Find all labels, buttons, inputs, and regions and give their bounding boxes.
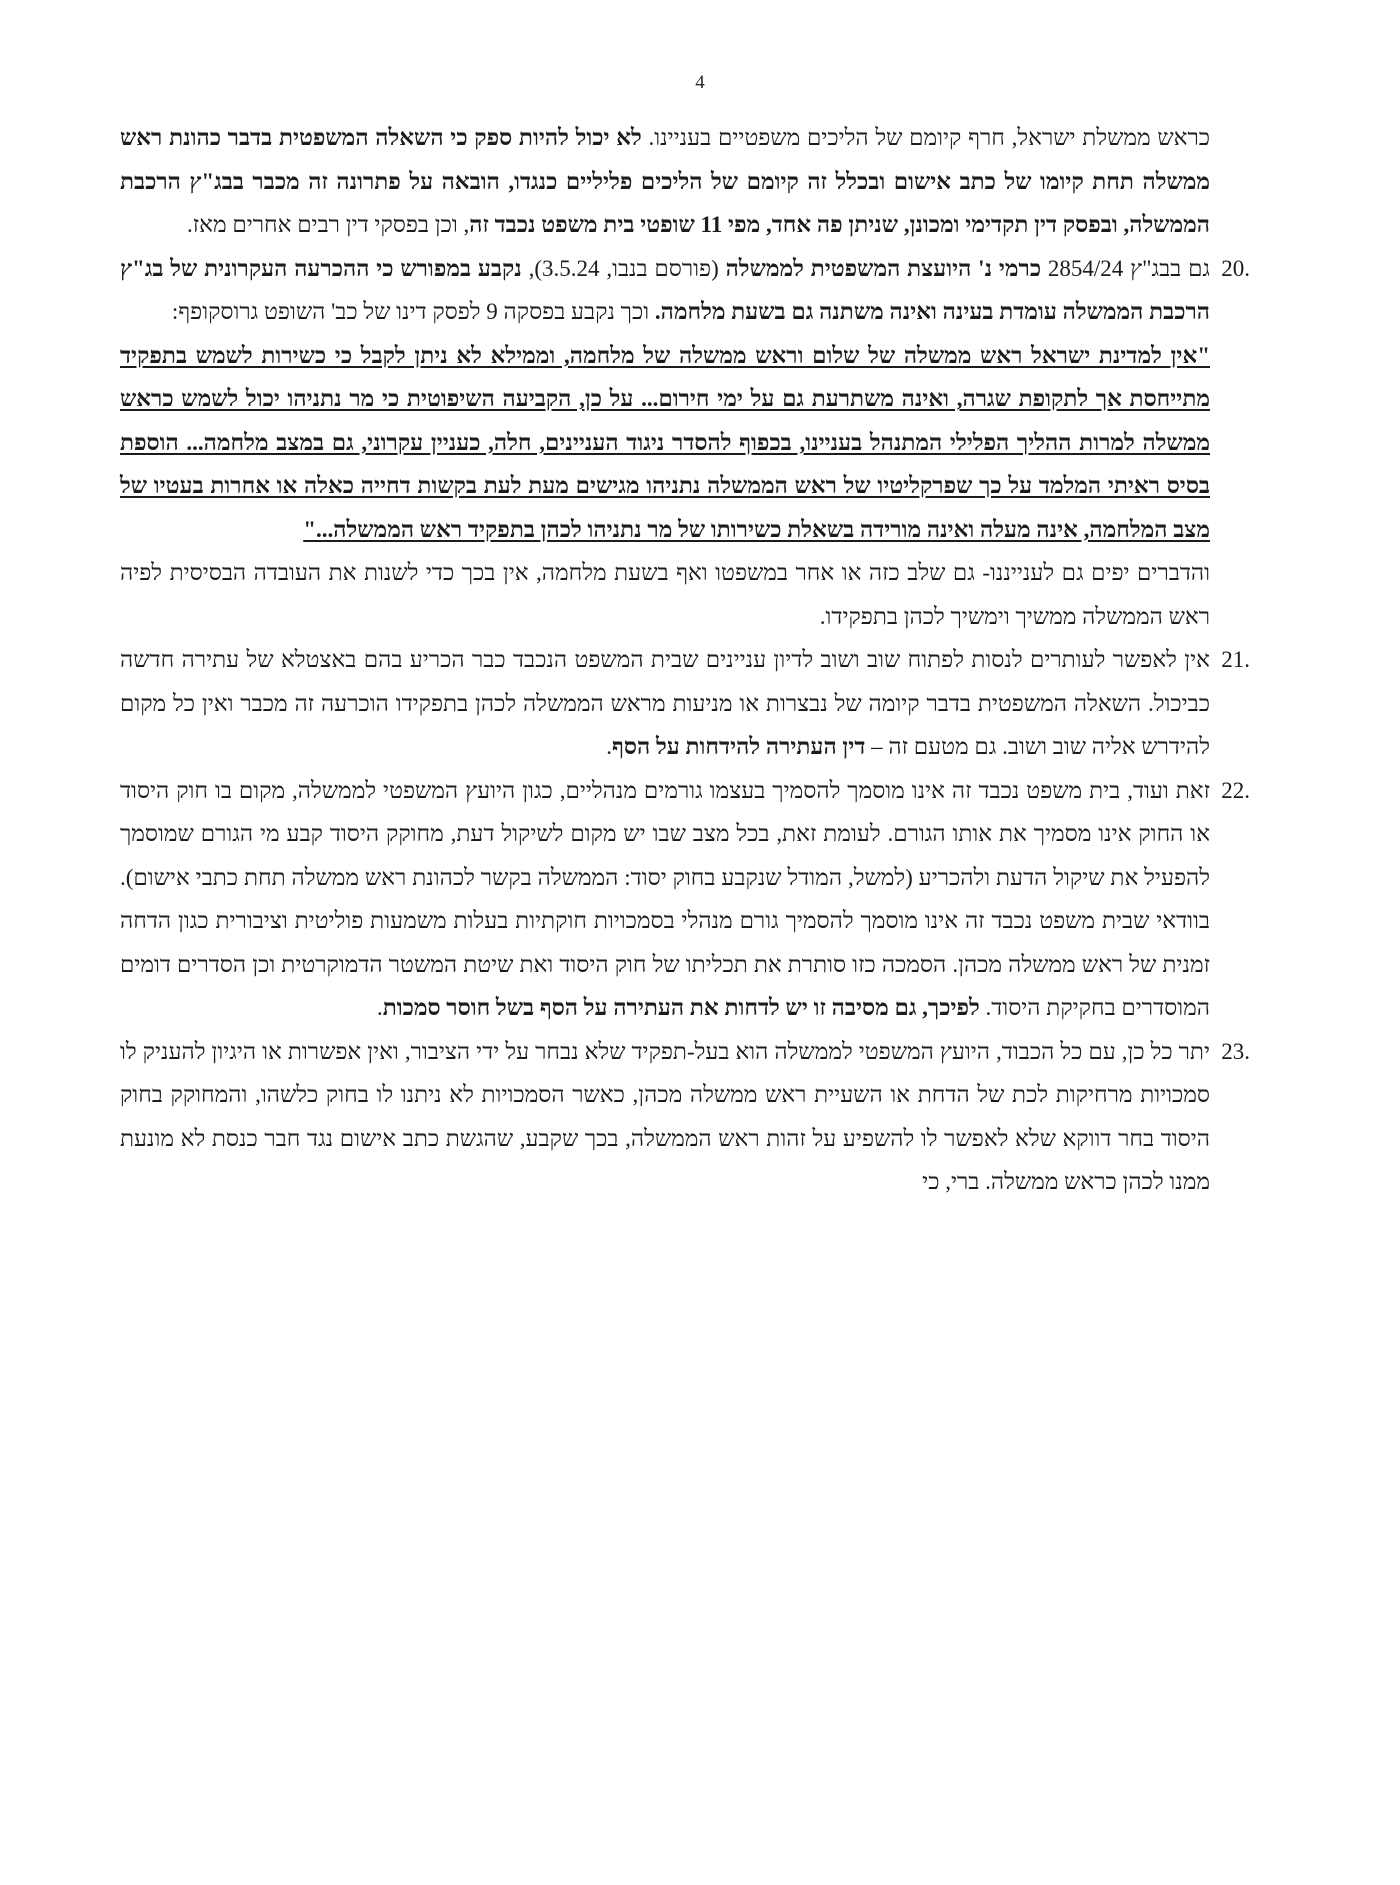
paragraph-22 [120,769,1250,1030]
paragraph-text: גם בבג"ץ 2854/24 [1041,255,1211,281]
bold-text: דין העתירה להידחות על הסף [611,734,866,759]
bold-text: נקבע במפורש כי ההכרעה העקרונית של בג"ץ הרכבת הממשלה עומדת בעינה ואינה משתנה גם בשעת מלחמה. [120,255,1210,324]
paragraph-21 [120,638,1250,769]
paragraph-number: 22. [1221,777,1250,803]
paragraph-text: וכך נקבע בפסקה 9 לפסק דינו של כב' השופט גרוסקופף: [171,299,655,324]
paragraph-text: יתר כל כן, עם כל הכבוד, היועץ המשפטי לממשלה הוא בעל-תפקיד שלא נבחר על ידי הציבור, ואין אפשרות או היגיון להעניק לו סמכויות מרחיקות לכת של הדחת או השעיית ראש ממשלה מכהן, כאשר הסמכויות לא ניתנו לו בחוק כלשהו, והמחוקק בחוק היסוד בחר דווקא שלא לאפשר לו להשפיע על זהות ראש הממשלה, בכך שקבע, שהגשת כתב אישום נגד חבר כנסת לא מונעת ממנו לכהן כראש ממשלה. ברי, כי [120,1038,1210,1194]
paragraph-after-quote: והדברים יפים גם לענייננו- גם שלב כזה או אחר במשפטו ואף בשעת מלחמה, אין בכך כדי לשנות את העובדה הבסיסית לפיה ראש הממשלה ממשיך וימשיך לכהן בתפקידו. [120,560,1210,629]
paragraph-text: , וכן בפסקי דין רבים אחרים מאז. [187,212,470,237]
paragraph-text: (פורסם בנבו, 3.5.24), [521,255,726,281]
paragraph-number: 23. [1221,1038,1250,1064]
paragraph-19-continued [120,116,1210,247]
paragraph-text: . [376,995,383,1020]
paragraph-text: . [606,734,612,759]
paragraph-number: 21. [1221,647,1250,672]
document-body [120,116,1250,1204]
block-quote: "אין למדינת ישראל ראש ממשלה של שלום וראש ממשלה של מלחמה, וממילא לא ניתן לקבל כי כשירות לשמש בתפקיד מתייחסת אך לתקופת שגרה, ואינה משתרעת גם על ימי חירום... על כן, הקביעה השיפוטית כי מר נתניהו יכול לשמש כראש ממשלה למרות ההליך הפלילי המתנהל בעניינו, בכפוף להסדר ניגוד העניינים, חלה, כעניין עקרוני, גם במצב מלחמה... הוספת בסיס ראיתי המלמד על כך שפרקליטיו של ראש הממשלה נתניהו מגישים מעת לעת בקשות דחייה כאלה או אחרות בעטיו של מצב המלחמה, אינה מעלה ואינה מורידה בשאלת כשירותו של מר נתניהו לכהן בתפקיד ראש הממשלה..." [120,342,1210,542]
page-number: 4 [695,72,705,93]
paragraph-20 [120,247,1250,334]
paragraph-number: 20. [1221,255,1250,281]
paragraph-text: אין לאפשר לעותרים לנסות לפתוח שוב ושוב לדיון עניינים שבית המשפט הנכבד כבר הכריע בהם באצטלא של עתירה חדשה כביכול. השאלה המשפטית בדבר קיומה של נבצרות או מניעות מראש הממשלה לכהן בתפקידו הוכרעה זה מכבר ואין כל מקום להידרש אליה שוב ושוב. גם מטעם זה – [120,647,1210,759]
bold-text: לא יכול להיות ספק כי השאלה המשפטית בדבר כהונת ראש ממשלה תחת קיומו של כתב אישום ובכלל זה קיומם של הליכים פליליים כנגדו, הובאה על פתרונה זה מכבר בבג"ץ הרכבת הממשלה, ובפסק דין תקדימי ומכונן, שניתן פה אחד, מפי 11 שופטי בית משפט נכבד זה [120,125,1210,237]
paragraph-text: כראש ממשלת ישראל, חרף קיומם של הליכים משפטיים בעניינו. [641,125,1210,150]
case-name: כרמי נ' היועצת המשפטית לממשלה [725,255,1042,281]
bold-text: לפיכך, גם מסיבה זו יש לדחות את העתירה על הסף בשל חוסר סמכות [382,995,980,1020]
paragraph-23 [120,1030,1250,1204]
paragraph-text: זאת ועוד, בית משפט נכבד זה אינו מוסמך להסמיך בעצמו גורמים מנהליים, כגון היועץ המשפטי לממשלה, מקום בו חוק היסוד או החוק אינו מסמיך את אותו הגורם. לעומת זאת, בכל מצב שבו יש מקום לשיקול דעת, מחוקק היסוד קבע מי הגורם שמוסמך להפעיל את שיקול הדעת ולהכריע (למשל, המודל שנקבע בחוק יסוד: הממשלה בקשר לכהונת ראש ממשלה תחת כתבי אישום). בוודאי שבית משפט נכבד זה אינו מוסמך להסמיך גורם מנהלי בסמכויות חוקתיות בעלות משמעות פוליטית וציבורית כגון הדחה זמנית של ראש ממשלה מכהן. הסמכה כזו סותרת את תכליתו של חוק היסוד ואת שיטת המשטר הדמוקרטית וכן הסדרים דומים המוסדרים בחקיקת היסוד. [120,777,1210,1020]
